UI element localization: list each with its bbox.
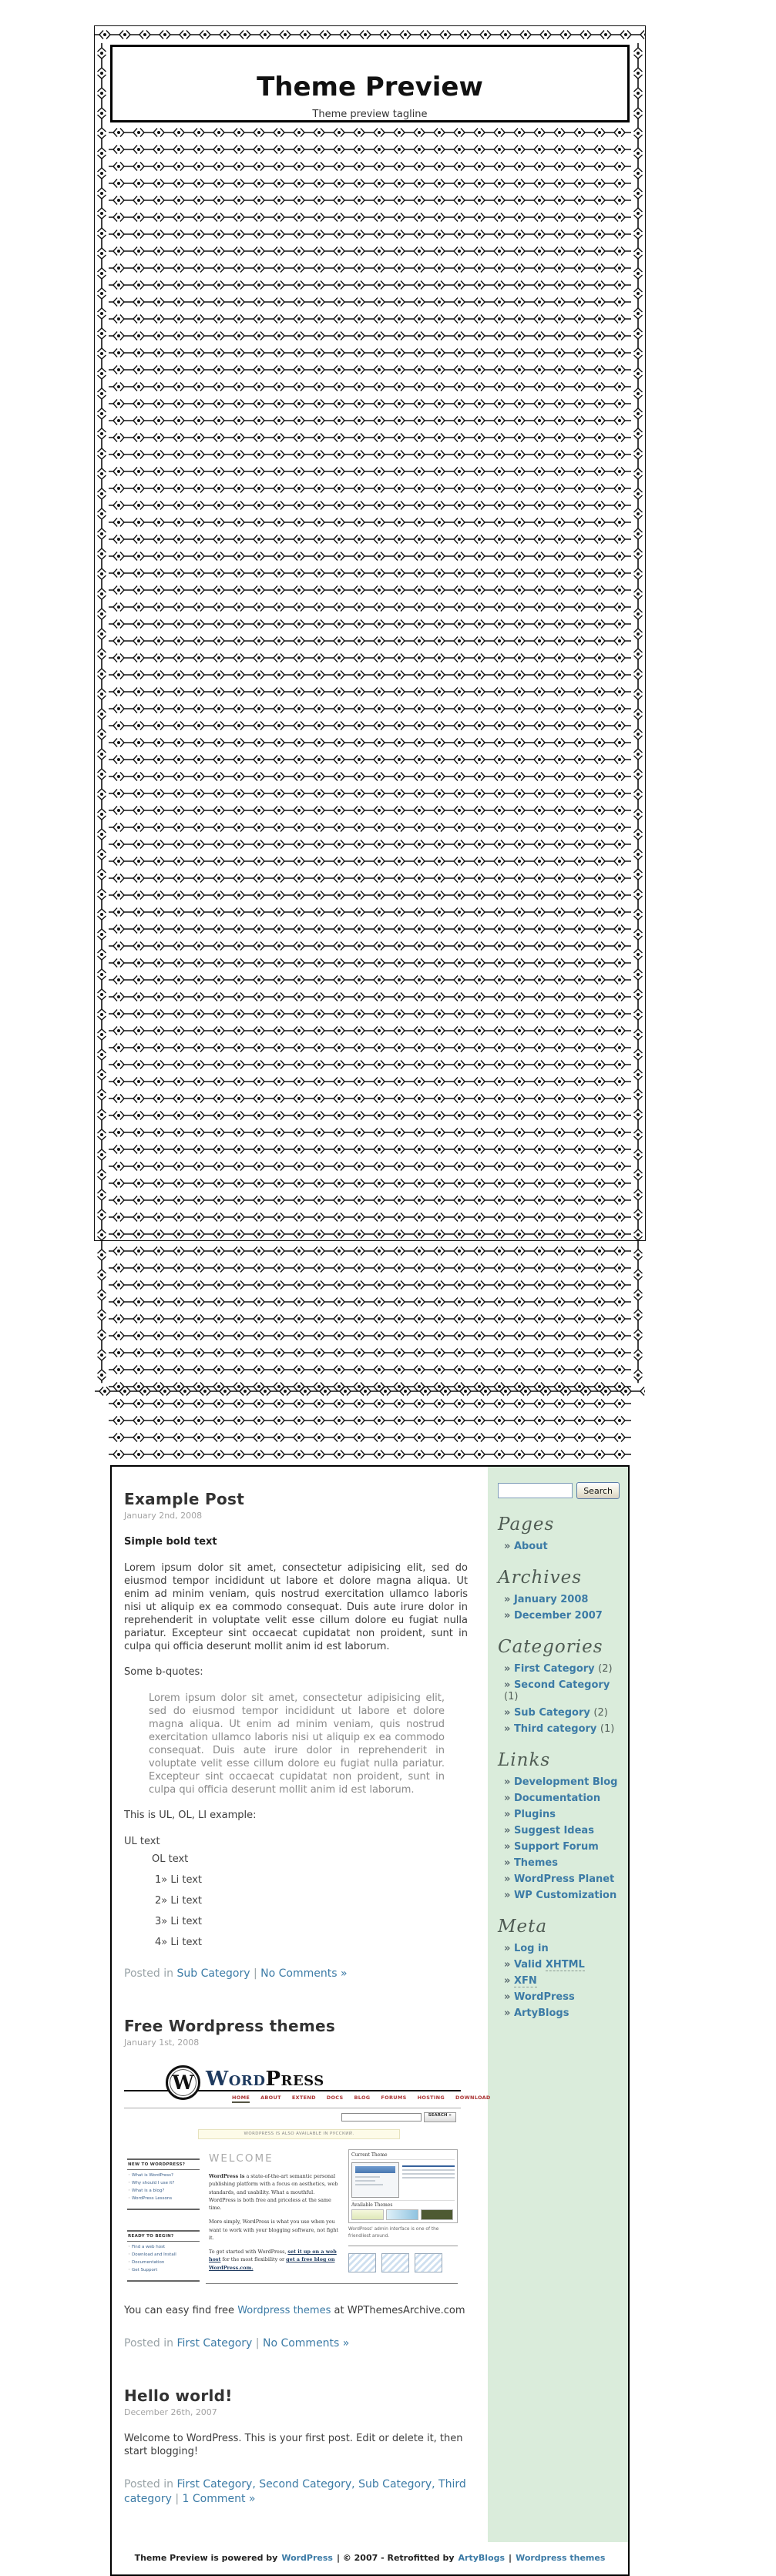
category-count: (2)	[598, 1663, 613, 1675]
screenshot-paragraph: More simply, WordPress is what you use when you want to work with your blogging software, not fight it.	[209, 2219, 338, 2241]
screenshot-search-input	[341, 2113, 422, 2122]
main-box	[110, 1465, 630, 2575]
category-link[interactable]: Sub Category	[513, 1707, 590, 1719]
blogroll-item	[504, 1890, 620, 1901]
current-theme-box	[348, 2149, 458, 2223]
meta-item-valid-xhtml	[504, 1959, 620, 1971]
search-input[interactable]	[498, 1483, 573, 1498]
blogroll-link[interactable]: Plugins	[513, 1809, 556, 1821]
separator: |	[253, 1967, 257, 1981]
screenshot-link: ◦ Get Support	[128, 2268, 200, 2272]
screenshot-paragraph	[209, 2248, 339, 2272]
category-item	[504, 1663, 620, 1675]
category-link[interactable]: Second Category,	[259, 2477, 355, 2490]
screenshot-search	[341, 2112, 456, 2122]
blogroll-link[interactable]: Development Blog	[513, 1776, 618, 1789]
screenshot-text: To get started with WordPress,	[209, 2249, 288, 2256]
bquotes-label: Some b-quotes:	[124, 1666, 203, 1679]
list-item: 3» Li text	[155, 1916, 203, 1928]
blogroll-link[interactable]: Suggest Ideas	[513, 1825, 594, 1837]
category-link[interactable]: First Category	[513, 1663, 595, 1675]
screenshot-search-button: SEARCH »	[424, 2112, 456, 2122]
archive-item	[504, 1594, 620, 1605]
login-link[interactable]: Log in	[513, 1943, 549, 1955]
wordpress-themes-link[interactable]: Wordpress themes	[237, 2305, 331, 2317]
screenshot-left-heading: NEW TO WORDPRESS?	[127, 2158, 200, 2170]
post-caption	[124, 2305, 468, 2318]
nav-item: DOCS	[326, 2095, 344, 2101]
links-list	[496, 1776, 620, 1901]
ol-text: OL text	[152, 1853, 189, 1866]
footer-wordpress-link[interactable]: WordPress	[281, 2553, 333, 2564]
available-themes-label: Available Themes	[351, 2200, 455, 2208]
screenshot-link: ◦ Find a web host	[128, 2245, 200, 2249]
post-hello-world	[124, 2386, 468, 2507]
meta-list	[496, 1943, 620, 2019]
meta-item-artyblogs	[504, 2007, 620, 2019]
blockquote: Lorem ipsum dolor sit amet, consectetur adipisicing elit, sed do eiusmod tempor incididunt ut labore et dolore magna aliqua. Ut enim ad minim veniam, quis nostrud exercitation ullamco laboris nisi ut aliquip ex ea commodo consequat. Duis aute irure dolor in reprehenderit in voluptate velit esse cillum dolore eu fugiat nulla pariatur. Excepteur sint occaecat cupidatat non proident, sunt in culpa qui officia deserunt mollit anim id est laborum.	[149, 1692, 445, 1796]
border-pattern-left	[95, 43, 109, 1383]
wordpress-logo-icon: W	[166, 2065, 200, 2100]
post-free-wordpress-themes	[124, 2017, 491, 2351]
nav-item: FORUMS	[381, 2095, 407, 2101]
ul-text: UL text	[124, 1836, 160, 1848]
nav-item: HOSTING	[417, 2095, 445, 2101]
category-link[interactable]: First Category,	[176, 2477, 256, 2490]
valid-label: Valid	[513, 1959, 546, 1971]
screenshot-language-notice: WORDPRESS IS ALSO AVAILABLE IN РУССКИЙ.	[198, 2129, 400, 2139]
category-link[interactable]: First Category	[176, 2337, 253, 2350]
category-link[interactable]: Second Category	[513, 1679, 610, 1692]
sidebar-item-about	[504, 1541, 620, 1552]
comments-link[interactable]: No Comments »	[262, 2337, 350, 2350]
border-pattern-top	[95, 26, 645, 43]
screenshot-main-column	[209, 2146, 339, 2286]
wordpress-wordmark	[206, 2068, 324, 2091]
site-header	[110, 45, 630, 122]
archive-link[interactable]: January 2008	[513, 1594, 589, 1606]
post-title: Example Post	[124, 1490, 245, 1509]
post-date: January 2nd, 2008	[124, 1511, 203, 1521]
footer-text: | © 2007 - Retrofitted by	[336, 2553, 455, 2564]
blogroll-link[interactable]: Themes	[513, 1857, 558, 1870]
screenshot-link: ◦ Why should I use it?	[128, 2181, 200, 2185]
artyblogs-link[interactable]: ArtyBlogs	[513, 2007, 569, 2020]
site-tagline: Theme preview tagline	[312, 109, 428, 120]
sidebar-heading-categories: Categories	[498, 1637, 603, 1658]
site-title: Theme Preview	[257, 72, 483, 102]
screenshot-paragraph	[209, 2172, 339, 2212]
screenshot-link: get a free blog on WordPress.com.	[209, 2256, 335, 2271]
screenshot-text: a state-of-the-art semantic personal publishing platform with a focus on aesthetics, web standards, and usability. What a mouthful. WordPress is both free and priceless at the same time.	[209, 2173, 338, 2212]
site-footer	[112, 2542, 628, 2574]
category-link[interactable]: Sub Category	[176, 1967, 250, 1981]
category-item	[504, 1707, 620, 1719]
pages-list	[496, 1541, 620, 1552]
comments-link[interactable]: No Comments »	[260, 1967, 348, 1981]
blogroll-link[interactable]: WP Customization	[513, 1890, 617, 1902]
current-theme-label: Current Theme	[351, 2152, 455, 2160]
caption-text: You can easy find free	[124, 2305, 235, 2317]
valid-xhtml-link[interactable]	[514, 1959, 585, 1971]
blogroll-item	[504, 1776, 620, 1788]
page-link[interactable]: About	[513, 1541, 548, 1553]
screenshot-link: ◦ WordPress Lessons	[128, 2196, 200, 2201]
screenshot-text: for the most flexibility or	[220, 2256, 287, 2263]
nav-item: DOWNLOAD	[455, 2095, 491, 2101]
sidebar-heading-meta: Meta	[498, 1917, 548, 1937]
wordpress-org-screenshot	[124, 2063, 491, 2288]
screenshot-link: ◦ What is a blog?	[128, 2189, 200, 2193]
nav-item: ABOUT	[260, 2095, 281, 2101]
post-meta	[124, 2336, 468, 2351]
post-meta	[124, 2477, 468, 2507]
posted-in-label: Posted in	[124, 2477, 174, 2490]
separator: |	[175, 2492, 180, 2505]
screenshot-left-heading: READY TO BEGIN?	[127, 2230, 200, 2242]
category-item	[504, 1679, 620, 1702]
screenshot-link: ◦ Download and Install	[128, 2252, 200, 2257]
post-example-post	[124, 1490, 468, 1981]
meta-item-wordpress	[504, 1991, 620, 2003]
blogroll-link[interactable]: Support Forum	[513, 1841, 599, 1853]
list-item: 4» Li text	[155, 1937, 203, 1949]
content-column	[112, 1467, 491, 2541]
blogroll-item	[504, 1793, 620, 1804]
archives-list	[496, 1594, 620, 1622]
search-button[interactable]: Search	[576, 1482, 620, 1499]
post-meta	[124, 1967, 468, 1981]
post-paragraph: Welcome to WordPress. This is your first post. Edit or delete it, then start blogging!	[124, 2432, 463, 2457]
list-item: 2» Li text	[155, 1895, 203, 1907]
post-date: January 1st, 2008	[124, 2038, 200, 2048]
screenshot-thumbnails	[348, 2253, 458, 2272]
footer-text: |	[509, 2553, 512, 2564]
border-pattern-middle	[109, 124, 631, 1464]
screenshot-welcome-heading: WELCOME	[209, 2152, 274, 2165]
nav-item: HOME	[232, 2095, 250, 2103]
blogroll-link[interactable]: WordPress Planet	[513, 1873, 615, 1886]
screenshot-link: ◦ What is WordPress?	[128, 2173, 200, 2178]
screenshot-left-sidebar	[127, 2146, 200, 2286]
post-title: Hello world!	[124, 2386, 233, 2405]
separator: |	[255, 2337, 260, 2350]
blogroll-item	[504, 1873, 620, 1885]
xfn-link[interactable]: XFN	[513, 1975, 537, 1987]
screenshot-bottom-rule	[206, 2283, 458, 2284]
decorative-frame	[94, 25, 646, 2564]
category-count: (2)	[593, 1707, 608, 1719]
archive-link[interactable]: December 2007	[513, 1610, 603, 1622]
blogroll-item	[504, 1857, 620, 1869]
post-paragraph: Lorem ipsum dolor sit amet, consectetur adipisicing elit, sed do eiusmod tempor incididunt ut labore et dolore magna aliqua. Ut enim ad minim veniam, quis nostrud exercitation ullamco laboris nisi ut aliquip ex ea commodo consequat. Duis aute irure dolor in reprehenderit in voluptate velit esse cillum dolore eu fugiat nulla pariatur. Excepteur sint occaecat cupidatat non proident, sunt in culpa qui officia deserunt mollit anim id est laborum.	[124, 1562, 468, 1652]
wordpress-link[interactable]: WordPress	[513, 1991, 575, 2004]
archive-item	[504, 1610, 620, 1622]
list-item: 1» Li text	[155, 1874, 203, 1887]
screenshot-columns	[127, 2146, 458, 2286]
posted-in-label: Posted in	[124, 2337, 174, 2350]
comments-link[interactable]: 1 Comment »	[182, 2492, 256, 2505]
meta-item-xfn	[504, 1975, 620, 1987]
category-link[interactable]: Third category	[124, 2477, 466, 2505]
categories-list	[496, 1663, 620, 1735]
sidebar-heading-pages: Pages	[498, 1514, 555, 1535]
screenshot-theme-column	[348, 2146, 458, 2286]
nav-item: BLOG	[354, 2095, 371, 2101]
post-bold-text: Simple bold text	[124, 1536, 217, 1548]
footer-themes-link[interactable]: Wordpress themes	[516, 2553, 606, 2564]
blogroll-link[interactable]: Documentation	[513, 1793, 601, 1805]
post-title: Free Wordpress themes	[124, 2017, 336, 2036]
category-count: (1)	[504, 1691, 519, 1703]
posted-in-label: Posted in	[124, 1967, 174, 1981]
blogroll-item	[504, 1825, 620, 1836]
available-themes-strip	[351, 2209, 455, 2220]
theme-info	[402, 2162, 455, 2198]
admin-caption: WordPress' admin interface is one of the friendliest around.	[348, 2227, 439, 2239]
border-pattern-right	[631, 43, 645, 1383]
theme-thumbnail	[351, 2162, 399, 2198]
screenshot-nav	[232, 2095, 491, 2103]
blogroll-item	[504, 1809, 620, 1820]
sidebar	[488, 1467, 628, 2541]
sidebar-heading-links: Links	[498, 1750, 551, 1771]
category-count: (1)	[600, 1723, 615, 1736]
screenshot-left-links	[127, 2245, 200, 2282]
screenshot-link: ◦ Documentation	[128, 2260, 200, 2265]
footer-artyblogs-link[interactable]: ArtyBlogs	[458, 2553, 506, 2564]
wordmark-press: Press	[265, 2068, 324, 2091]
screenshot-link: set it up on a web host	[209, 2249, 337, 2263]
page-body	[109, 43, 631, 2564]
blogroll-item	[504, 1841, 620, 1853]
wordmark-word: Word	[206, 2068, 266, 2091]
xhtml-abbr: XHTML	[545, 1959, 585, 1971]
category-item	[504, 1723, 620, 1735]
footer-text: Theme Preview is powered by	[134, 2553, 278, 2564]
post-date: December 26th, 2007	[124, 2407, 217, 2417]
list-example-label: This is UL, OL, LI example:	[124, 1810, 257, 1822]
sidebar-heading-archives: Archives	[498, 1568, 583, 1588]
search-form	[498, 1482, 620, 1499]
caption-text: at WPThemesArchive.com	[334, 2305, 465, 2317]
category-link[interactable]: Sub Category,	[358, 2477, 435, 2490]
nav-item: EXTEND	[291, 2095, 316, 2101]
screenshot-left-links	[127, 2173, 200, 2210]
screenshot-bold: WordPress is	[209, 2173, 245, 2180]
category-link[interactable]: Third category	[513, 1723, 597, 1736]
meta-item-login	[504, 1943, 620, 1954]
